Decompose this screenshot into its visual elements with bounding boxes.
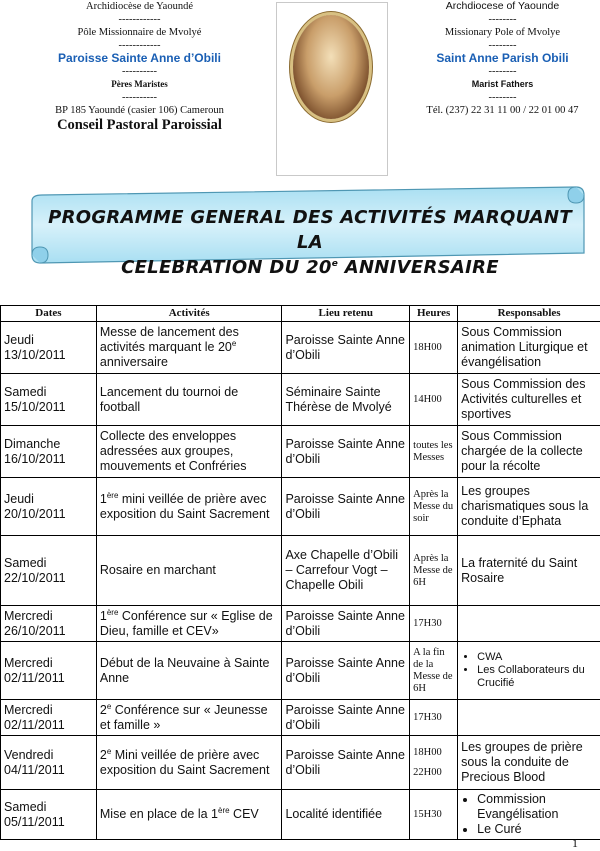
activity-cell: 2e Conférence sur « Jeunesse et famille »	[96, 700, 282, 736]
address: BP 185 Yaoundé (casier 106) Cameroun	[55, 105, 224, 116]
title-line-2: CELEBRATION DU 20e ANNIVERSAIRE	[121, 257, 499, 278]
table-row	[1, 606, 600, 642]
table-header-row	[1, 306, 600, 322]
heure-cell: 17H30	[410, 700, 458, 736]
title-line-1: PROGRAMME GENERAL DES ACTIVITÉS MARQUANT LA	[48, 207, 572, 253]
separator: --------	[488, 66, 517, 77]
heure-cell: 15H30	[410, 790, 458, 840]
heure-cell: 14H00	[410, 374, 458, 426]
heure-cell: 17H30	[410, 606, 458, 642]
date-cell: Mercredi 02/11/2011	[1, 700, 97, 736]
lieu-cell: Séminaire Sainte Thérèse de Mvolyé	[282, 374, 410, 426]
activity-cell: 1ère Conférence sur « Eglise de Dieu, famille et CEV»	[96, 606, 282, 642]
activity-cell: Collecte des enveloppes adressées aux groupes, mouvements et Confréries	[96, 426, 282, 478]
lieu-cell: Paroisse Sainte Anne d’Obili	[282, 736, 410, 790]
date-cell: Vendredi 04/11/2011	[1, 736, 97, 790]
resp-list	[461, 651, 597, 690]
heure-cell: Après la Messe du soir	[410, 478, 458, 536]
activity-cell: Lancement du tournoi de football	[96, 374, 282, 426]
resp-cell: Sous Commission animation Liturgique et évangélisation	[458, 322, 600, 374]
table-row	[1, 642, 600, 700]
separator: ------------	[118, 40, 161, 51]
list-item: • Le Curé	[477, 822, 597, 837]
parish-name-fr: Paroisse Sainte Anne d’Obili	[58, 51, 221, 65]
lieu-cell: Axe Chapelle d’Obili – Carrefour Vogt – Chapelle Obili	[282, 536, 410, 606]
separator: --------	[488, 40, 517, 51]
list-item: • Commission Evangélisation	[477, 792, 597, 822]
header-activites: Activités	[96, 306, 282, 322]
activity-cell: Début de la Neuvaine à Sainte Anne	[96, 642, 282, 700]
activity-cell: Mise en place de la 1ère CEV	[96, 790, 282, 840]
activity-cell: 2e Mini veillée de prière avec exposition du Saint Sacrement	[96, 736, 282, 790]
resp-cell: Sous Commission chargée de la collecte pour la récolte	[458, 426, 600, 478]
resp-list	[461, 792, 597, 837]
lieu-cell: Paroisse Sainte Anne d’Obili	[282, 642, 410, 700]
phone: Tél. (237) 22 31 11 00 / 22 01 00 47	[426, 105, 579, 116]
header-right	[405, 0, 600, 117]
pole-fr: Pôle Missionnaire de Mvolyé	[77, 27, 202, 38]
heure-cell: 18H00	[410, 322, 458, 374]
date-cell: Jeudi 13/10/2011	[1, 322, 97, 374]
separator: ----------	[122, 66, 157, 77]
pole-en: Missionary Pole of Mvolye	[444, 27, 561, 38]
lieu-cell: Paroisse Sainte Anne d’Obili	[282, 322, 410, 374]
date-cell: Samedi 22/10/2011	[1, 536, 97, 606]
separator: ------------	[118, 14, 161, 25]
heure-cell: toutes les Messes	[410, 426, 458, 478]
separator: --------	[488, 14, 517, 25]
saint-anne-picture	[276, 2, 388, 176]
resp-cell: La fraternité du Saint Rosaire	[458, 536, 600, 606]
lieu-cell: Paroisse Sainte Anne d’Obili	[282, 700, 410, 736]
programme-table	[0, 305, 600, 840]
date-cell: Samedi 15/10/2011	[1, 374, 97, 426]
resp-cell: Les groupes de prière sous la conduite de Precious Blood	[458, 736, 600, 790]
table-row	[1, 322, 600, 374]
header-left	[22, 0, 257, 132]
heure-cell: Après la Messe de 6H	[410, 536, 458, 606]
table-row	[1, 478, 600, 536]
date-cell: Jeudi 20/10/2011	[1, 478, 97, 536]
activity-cell: Messe de lancement des activités marquant le 20e anniversaire	[96, 322, 282, 374]
table-row	[1, 736, 600, 790]
fathers-en: Marist Fathers	[471, 79, 534, 89]
date-cell: Samedi 05/11/2011	[1, 790, 97, 840]
lieu-cell: Paroisse Sainte Anne d’Obili	[282, 426, 410, 478]
programme-title	[40, 205, 580, 280]
header-dates: Dates	[1, 306, 97, 322]
council-title: Conseil Pastoral Paroissial	[57, 117, 222, 133]
lieu-cell: Paroisse Sainte Anne d’Obili	[282, 478, 410, 536]
table-row	[1, 374, 600, 426]
date-cell: Dimanche 16/10/2011	[1, 426, 97, 478]
fathers-fr: Pères Maristes	[111, 79, 168, 89]
activity-cell: 1ère mini veillée de prière avec exposition du Saint Sacrement	[96, 478, 282, 536]
table-row	[1, 536, 600, 606]
lieu-cell: Paroisse Sainte Anne d’Obili	[282, 606, 410, 642]
parish-name-en: Saint Anne Parish Obili	[436, 51, 569, 65]
activity-cell: Rosaire en marchant	[96, 536, 282, 606]
heure-cell: A la fin de la Messe de 6H	[410, 642, 458, 700]
resp-cell: Sous Commission des Activités culturelles et sportives	[458, 374, 600, 426]
separator: ----------	[122, 92, 157, 103]
header-lieu: Lieu retenu	[282, 306, 410, 322]
archdiocese-en: Archdiocese of Yaounde	[445, 0, 560, 12]
heure-cell: 18H00 22H00	[410, 736, 458, 790]
resp-cell	[458, 790, 600, 840]
resp-cell	[458, 700, 600, 736]
separator: --------	[488, 92, 517, 103]
resp-cell: Les groupes charismatiques sous la conduite d’Ephata	[458, 478, 600, 536]
table-row	[1, 790, 600, 840]
date-cell: Mercredi 02/11/2011	[1, 642, 97, 700]
lieu-cell: Localité identifiée	[282, 790, 410, 840]
saint-anne-image	[293, 15, 369, 119]
page-number: 1	[572, 836, 578, 850]
list-item: • Les Collaborateurs du Crucifié	[477, 664, 597, 690]
table-row	[1, 426, 600, 478]
resp-cell	[458, 642, 600, 700]
table-row	[1, 700, 600, 736]
list-item: • CWA	[477, 651, 597, 664]
archdiocese-fr: Archidiocèse de Yaoundé	[85, 1, 193, 12]
header-responsables: Responsables	[458, 306, 600, 322]
resp-cell	[458, 606, 600, 642]
date-cell: Mercredi 26/10/2011	[1, 606, 97, 642]
header-heures: Heures	[410, 306, 458, 322]
